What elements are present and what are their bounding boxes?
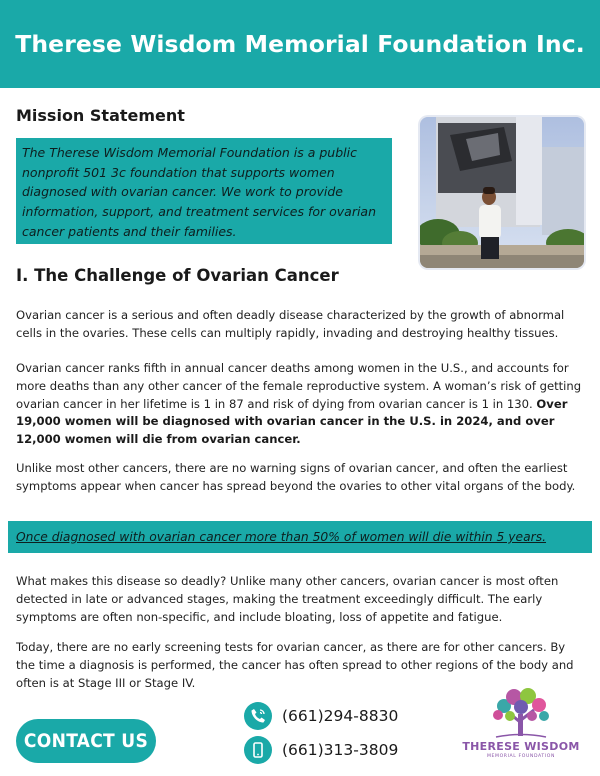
foundation-logo [456,688,586,772]
section-heading: I. The Challenge of Ovarian Cancer [16,266,339,285]
paragraph-warning-signs: Unlike most other cancers, there are no warning signs of ovarian cancer, and often the earliest symptoms appear when cancer has spread beyond the ovaries to other vital organs of the body. [16,461,576,493]
logo-subtitle: MEMORIAL FOUNDATION [486,754,556,759]
phone-number-1[interactable]: (661)294-8830 [282,707,399,725]
mission-heading: Mission Statement [16,106,185,125]
photo-illustration [420,117,584,268]
contact-us-button[interactable]: CONTACT US [16,719,156,763]
header-banner [0,0,600,88]
callout-banner [8,521,592,553]
paragraph-definition: Ovarian cancer is a serious and often deadly disease characterized by the growth of abnormal cells in the ovaries. These cells can multiply rapidly, invading and destroying healthy tissues. [16,308,565,340]
mobile-phone-icon [244,736,272,764]
phone-row-2 [244,736,398,764]
paragraph-why-deadly: What makes this disease so deadly? Unlike many other cancers, ovarian cancer is most often detected in late or advanced stages, making the treatment exceedingly difficult. The early symptoms are often non-specific, and include bloating, loss of appetite and fatigue. [16,574,559,624]
mission-statement-box [16,138,392,244]
paragraph-screening: Today, there are no early screening tests for ovarian cancer, as there are for other cancers. By the time a diagnosis is performed, the cancer has often spread to other regions of the body and often is at Stage III or Stage IV. [16,640,574,690]
statistics-bold-text: Over 19,000 women will be diagnosed with ovarian cancer in the U.S. in 2024, and over 12,000 women will die from ovarian cancer. [16,396,568,447]
callout-text: Once diagnosed with ovarian cancer more than 50% of women will die within 5 years. [16,530,547,544]
logo-name: THERESE WISDOM [462,740,580,753]
page-title: Therese Wisdom Memorial Foundation Inc. [15,30,585,58]
phone-row-1 [244,702,398,730]
statistics-text: Ovarian cancer ranks fifth in annual cancer deaths among women in the U.S., and accounts for more deaths than any other cancer of the female reproductive system. A woman’s risk of getting ovarian cancer in her lifetime is 1 in 87 and risk of dying from ovarian cancer is 1 in 130. [16,361,582,411]
tree-logo-icon [456,688,586,740]
paragraph-statistics [16,360,586,449]
phone-icon [244,702,272,730]
mission-text: The Therese Wisdom Memorial Foundation is a public nonprofit 501 3c foundation that supports women diagnosed with ovarian cancer. We work to provide information, support, and treatment services for ovarian cancer patients and their families. [22,145,377,239]
phone-number-2[interactable]: (661)313-3809 [282,741,399,759]
founder-photo [420,117,584,268]
